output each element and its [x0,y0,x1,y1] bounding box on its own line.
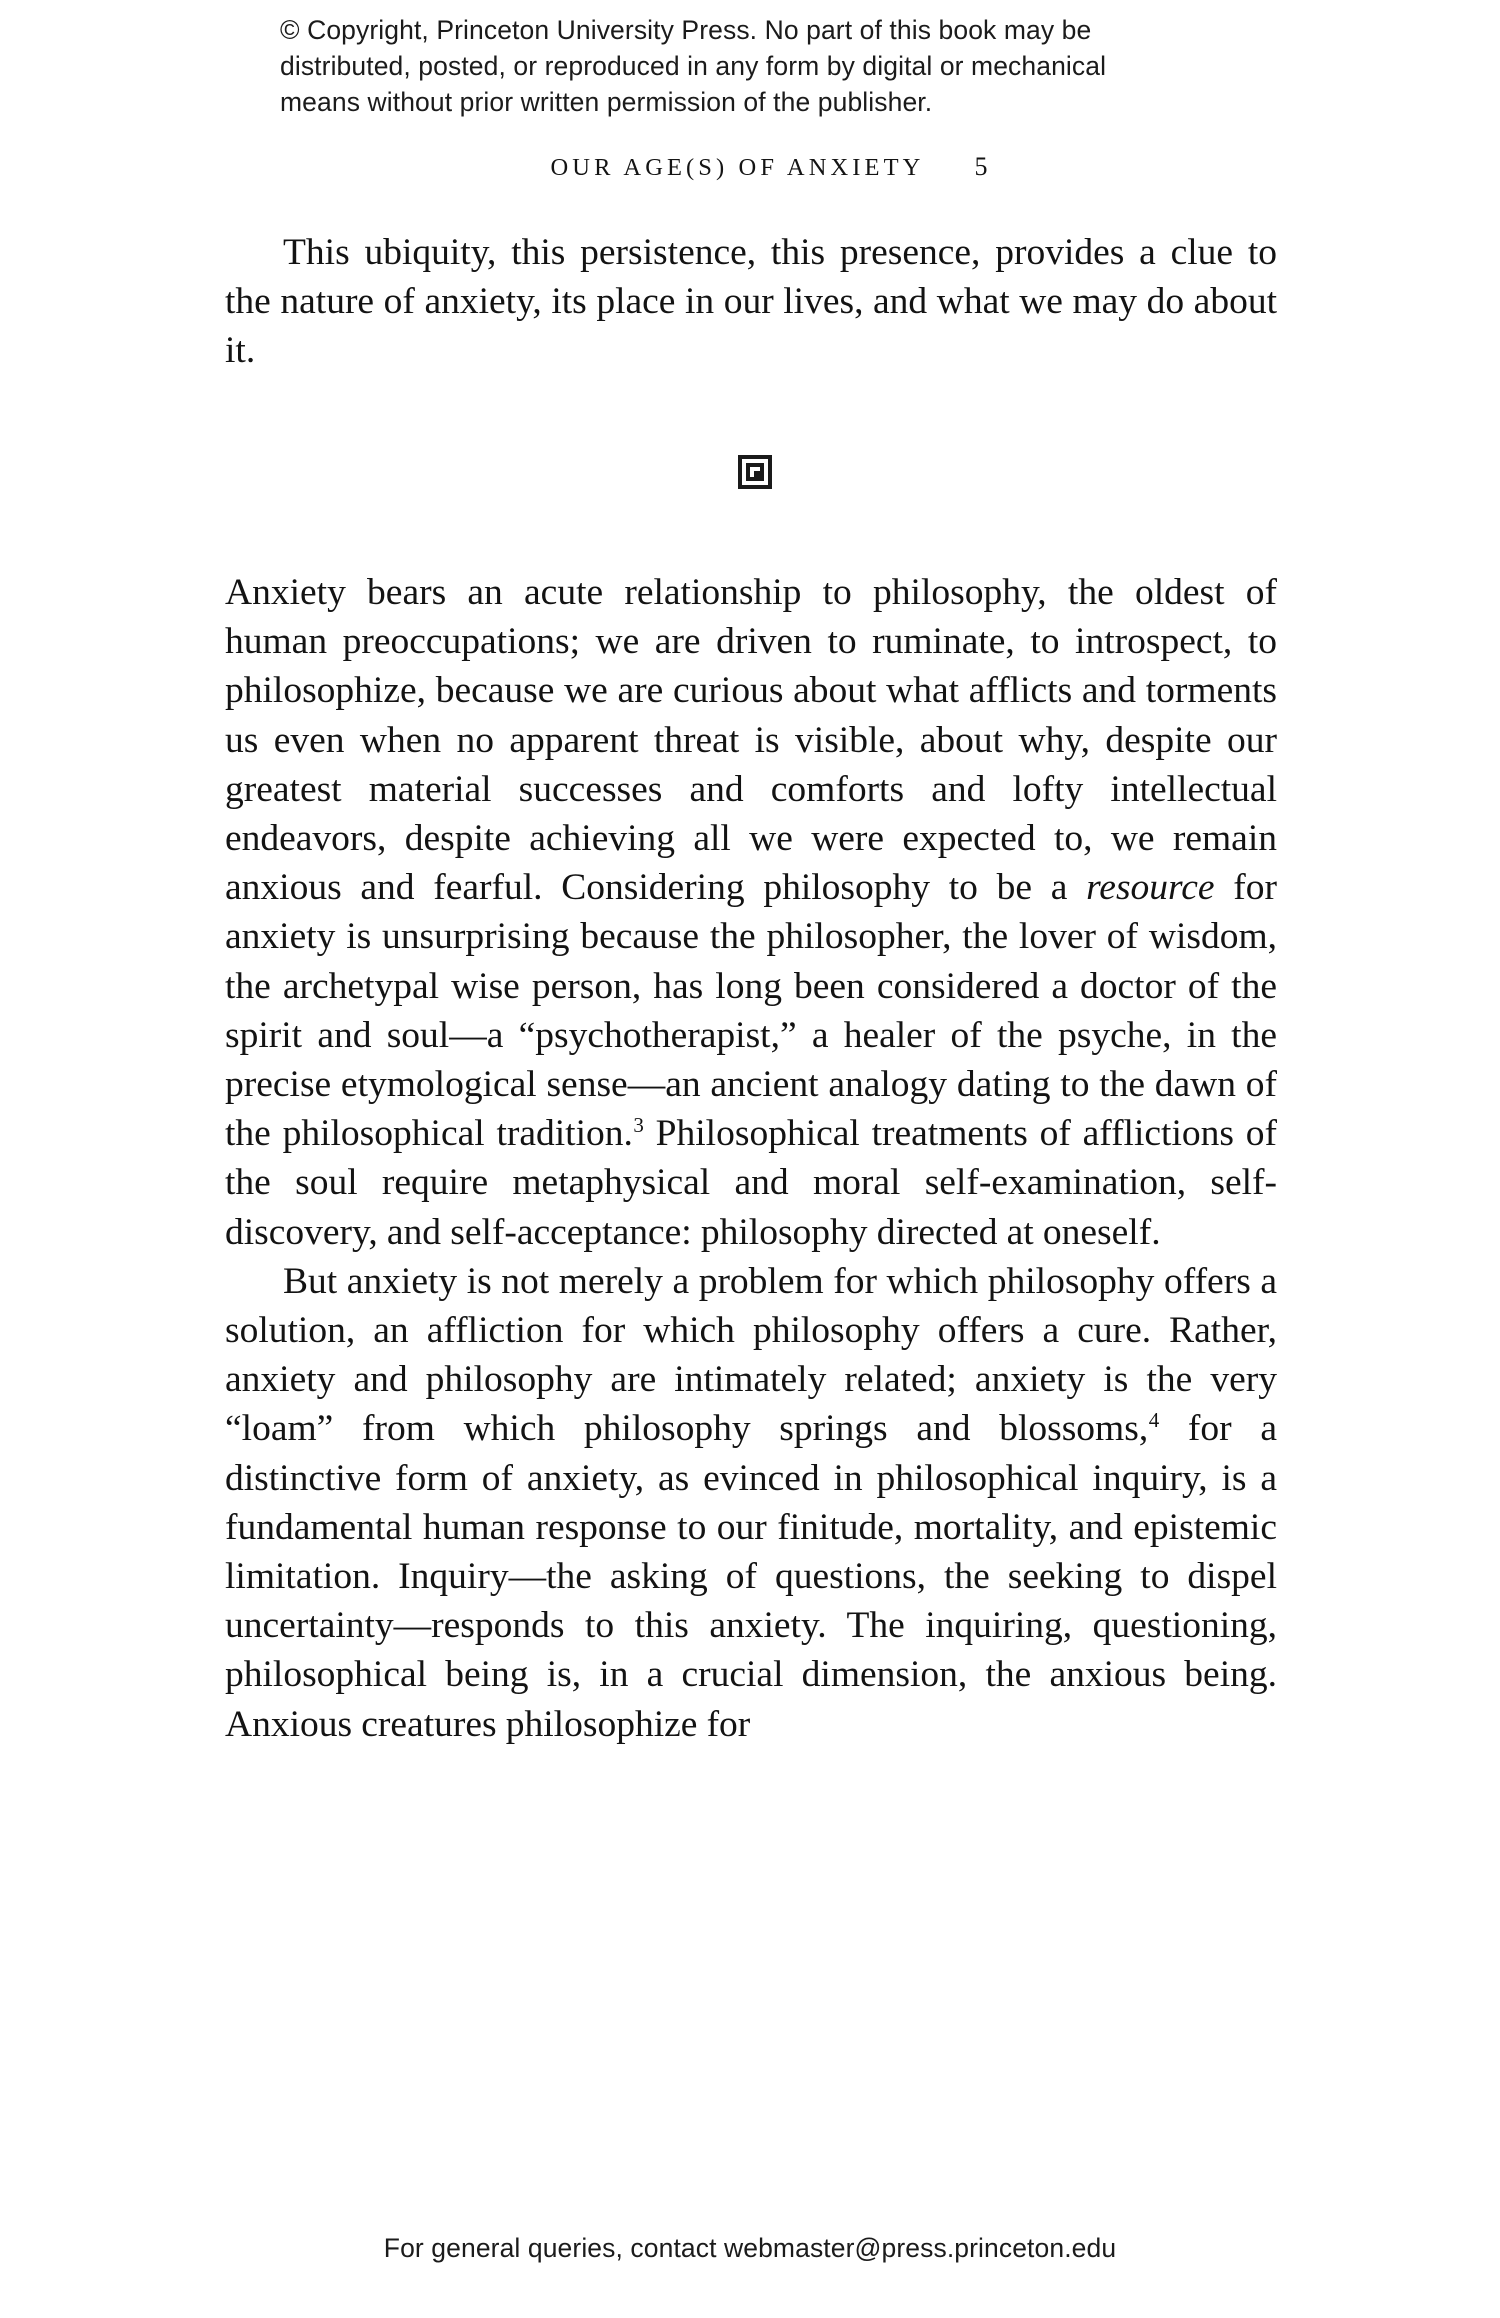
running-head-inner [513,152,988,182]
paragraph-2-italic-resource: resource [1086,867,1215,909]
page-footer-text: For general queries, contact webmaster@press.princeton.edu [383,2233,1117,2263]
section-break [0,455,1500,489]
footnote-marker-4: 4 [1148,1408,1160,1433]
paragraph-3-segment-a: But anxiety is not merely a problem for which philosophy offers a solution, an affliction for which philosophy offers a cure. Rather, anxiety and philosophy are intimately related; anxiety is the very “loam” from which philosophy springs and blossoms, [225,1260,1277,1450]
ornament-ring-middle [746,463,764,481]
page-footer [0,2233,1500,2264]
text-column-main [225,568,1277,1749]
copyright-notice-line-1: © Copyright, Princeton University Press. No part of this book may be [280,15,1092,45]
running-head [0,152,1500,182]
footnote-marker-3: 3 [633,1113,644,1138]
ornament-ring-core [754,471,762,479]
paragraph-2-segment-c: Philosophical treatments of afflictions of the soul require metaphysical and moral self-examination, self-discovery, and self-acceptance: philosophy directed at oneself. [225,1113,1277,1253]
paragraph-2-segment-a: Anxiety bears an acute relationship to philosophy, the oldest of human preoccupations; we are driven to ruminate, to introspect, to philosophize, because we are curious about what afflicts and torments us even when no apparent threat is visible, about why, despite our greatest material successes and comforts and lofty intellectual endeavors, despite achieving all we were expected to, we remain anxious and fearful. Considering philosophy to be a [225,572,1277,909]
paragraph-2 [225,568,1277,1257]
paragraph-1: This ubiquity, this persistence, this presence, provides a clue to the nature of anxiety, its place in our lives, and what we may do about it. [225,232,1277,372]
copyright-notice [280,12,1240,120]
paragraph-2-segment-b: for anxiety is unsurprising because the philosopher, the lover of wisdom, the archetypal wise person, has long been considered a doctor of the spirit and soul—a “psychotherapist,” a healer of the psyche, in the precise etymological sense—an ancient analogy dating to the dawn of the philosophical tradition. [225,867,1277,1155]
copyright-notice-line-2: distributed, posted, or reproduced in any form by digital or mechanical [280,51,1107,81]
text-column-top [225,228,1277,376]
paragraph-3-segment-b: for a distinctive form of anxiety, as evinced in philosophical inquiry, is a fundamental human response to our finitude, mortality, and epistemic limitation. Inquiry—the asking of questions, the seeking to dispel uncertainty—responds to this anxiety. The inquiring, questioning, philosophical being is, in a crucial dimension, the anxious being. Anxious creatures philosophize for [225,1408,1277,1745]
paragraph-3 [225,1257,1277,1749]
copyright-notice-line-3: means without prior written permission of the publisher. [280,87,933,117]
concentric-squares-ornament-icon [738,455,772,489]
running-head-title: OUR AGE(S) OF ANXIETY [550,154,925,181]
page-number: 5 [974,152,988,181]
